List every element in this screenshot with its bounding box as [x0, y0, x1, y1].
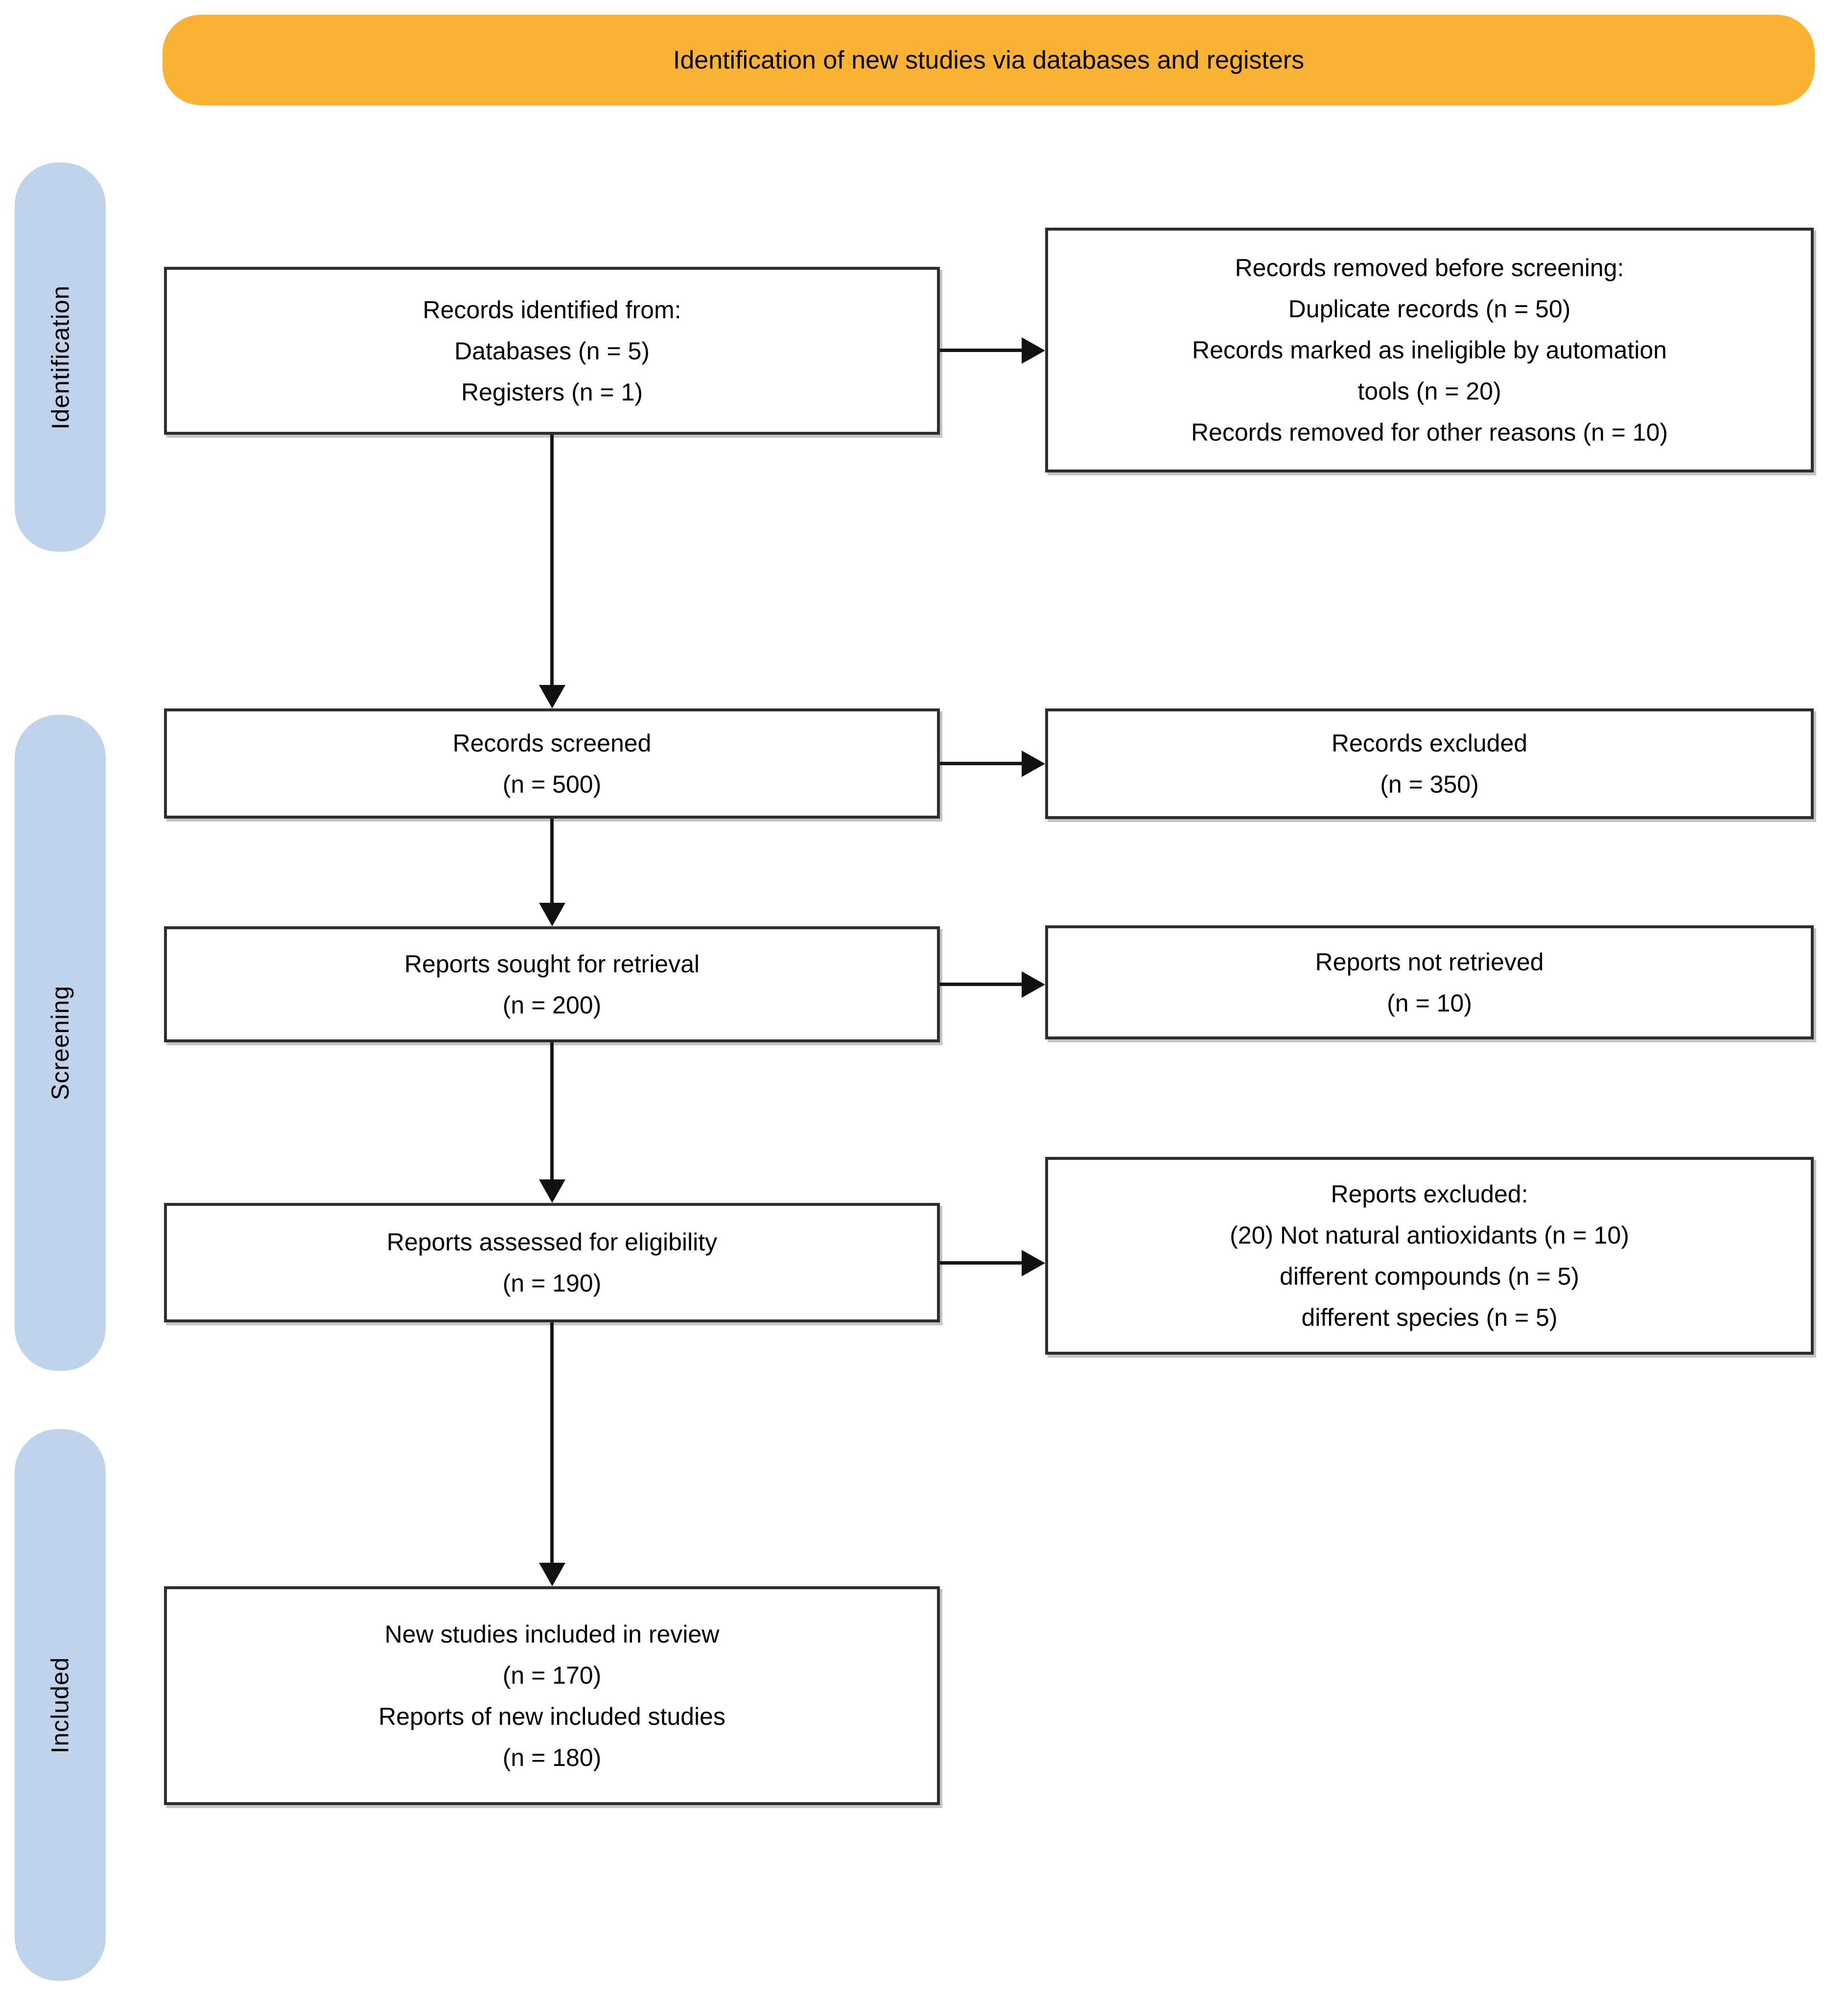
box-line: Records removed before screening: — [1235, 254, 1624, 282]
box-line: Records screened — [452, 729, 652, 757]
box-records-excluded — [1045, 708, 1814, 819]
box-line: Databases (n = 5) — [454, 337, 650, 365]
box-line: (n = 190) — [502, 1269, 602, 1297]
diagram-title: Identification of new studies via databases and registers — [673, 46, 1305, 74]
box-line: Registers (n = 1) — [461, 378, 643, 406]
arrow-assessed-to-included — [550, 1322, 554, 1563]
box-line: (n = 200) — [502, 991, 602, 1019]
box-line: Records marked as ineligible by automation — [1192, 336, 1667, 364]
stage-label-screening — [15, 715, 106, 1371]
box-records-screened — [164, 708, 940, 819]
arrow-assessed-to-reportsexcluded — [940, 1261, 1022, 1265]
arrowhead-right-icon — [1022, 337, 1045, 364]
box-line: (20) Not natural antioxidants (n = 10) — [1230, 1222, 1629, 1249]
stage-label-identification — [15, 163, 106, 552]
stage-label-included — [15, 1429, 106, 1981]
box-records-removed-before-screening — [1045, 228, 1814, 472]
box-line: (n = 350) — [1380, 771, 1479, 798]
box-line: (n = 170) — [502, 1661, 602, 1689]
arrow-screened-to-sought — [550, 819, 554, 903]
arrowhead-right-icon — [1022, 1250, 1045, 1276]
diagram-title-banner — [163, 15, 1815, 105]
arrowhead-down-icon — [539, 685, 565, 708]
box-line: New studies included in review — [384, 1620, 720, 1648]
box-line: Records identified from: — [422, 296, 681, 324]
stage-label-text: Screening — [47, 985, 74, 1101]
arrow-identified-to-screened — [550, 435, 554, 685]
box-line: (n = 500) — [502, 770, 602, 798]
box-line: Reports sought for retrieval — [404, 950, 700, 978]
box-line: Reports not retrieved — [1315, 948, 1544, 976]
box-reports-excluded — [1045, 1157, 1814, 1355]
box-line: Records excluded — [1331, 729, 1528, 757]
box-reports-assessed — [164, 1203, 940, 1322]
box-line: (n = 10) — [1387, 989, 1472, 1017]
box-line: (n = 180) — [502, 1743, 602, 1771]
box-line: Reports assessed for eligibility — [386, 1228, 718, 1256]
stage-label-text: Identification — [47, 285, 74, 429]
box-line: Reports of new included studies — [378, 1702, 725, 1730]
arrowhead-down-icon — [539, 903, 565, 926]
arrowhead-down-icon — [539, 1563, 565, 1586]
arrow-sought-to-notretrieved — [940, 983, 1022, 986]
box-line: Duplicate records (n = 50) — [1288, 295, 1571, 323]
box-new-studies-included — [164, 1586, 940, 1805]
box-line: different compounds (n = 5) — [1280, 1263, 1579, 1290]
stage-label-text: Included — [47, 1656, 74, 1754]
box-reports-sought — [164, 926, 940, 1042]
box-line: different species (n = 5) — [1301, 1304, 1558, 1331]
box-records-identified — [164, 267, 940, 435]
arrowhead-right-icon — [1022, 971, 1045, 998]
arrow-sought-to-assessed — [550, 1042, 554, 1179]
arrowhead-down-icon — [539, 1179, 565, 1203]
box-line: Reports excluded: — [1331, 1180, 1528, 1208]
arrowhead-right-icon — [1022, 751, 1045, 777]
arrow-identified-to-removed — [940, 349, 1022, 352]
box-reports-not-retrieved — [1045, 925, 1814, 1039]
box-line: Records removed for other reasons (n = 10) — [1191, 419, 1668, 446]
arrow-screened-to-excluded — [940, 762, 1022, 765]
box-line: tools (n = 20) — [1357, 377, 1501, 405]
